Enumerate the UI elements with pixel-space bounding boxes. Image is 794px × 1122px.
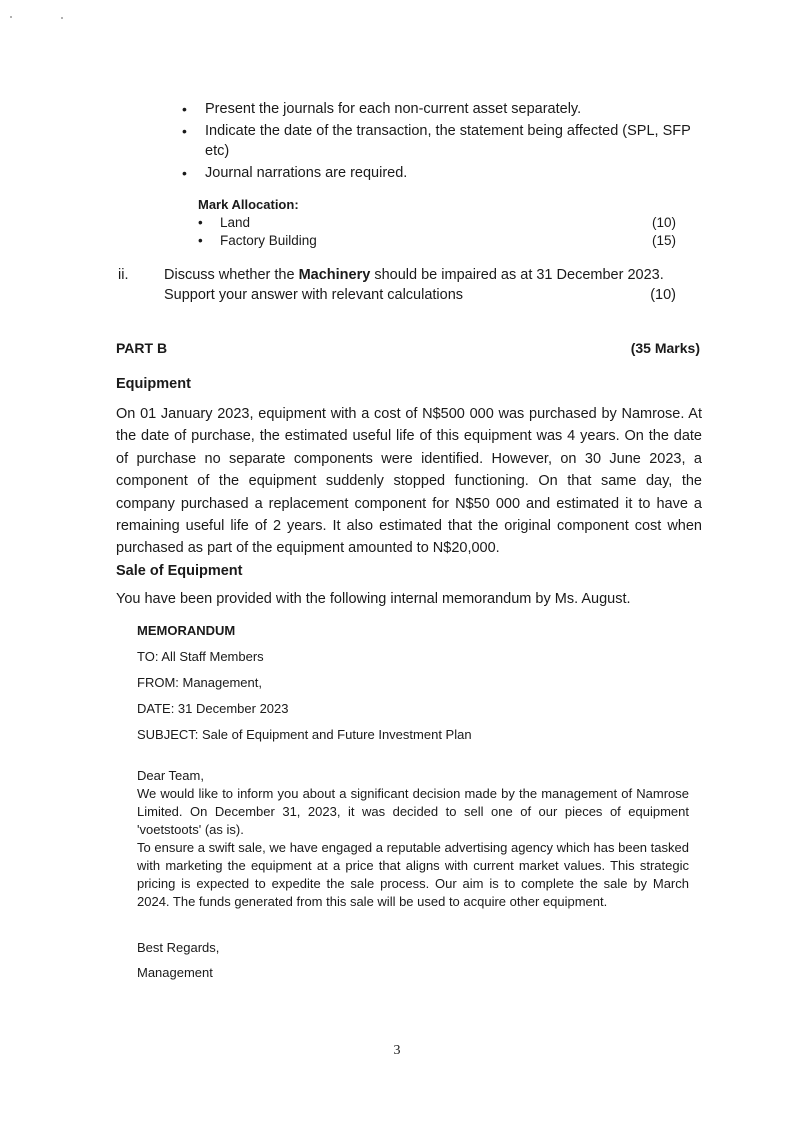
memo-greeting: Dear Team,	[137, 768, 204, 783]
memo-signature: Management	[137, 965, 213, 980]
scan-speck	[10, 16, 12, 18]
mark-allocation-item	[198, 214, 676, 232]
mark-item-label: • Factory Building	[198, 232, 317, 250]
mark-allocation-item	[198, 232, 676, 250]
question-number: ii.	[118, 267, 129, 283]
question-text	[164, 265, 690, 285]
memo-closing: Best Regards,	[137, 940, 220, 955]
mark-allocation-title: Mark Allocation:	[198, 197, 299, 212]
memo-body	[137, 767, 689, 911]
question-line2	[164, 285, 690, 305]
question-ii	[118, 265, 690, 305]
question-line2-text: Support your answer with relevant calculations	[164, 287, 464, 303]
scan-speck	[61, 17, 63, 19]
part-b-label: PART B	[116, 340, 168, 356]
page-number: 3	[393, 1043, 401, 1058]
sale-intro: You have been provided with the following internal memorandum by Ms. August.	[116, 591, 631, 607]
mark-allocation-list	[198, 214, 676, 250]
instruction-item: • Indicate the date of the transaction, the statement being affected (SPL, SFP etc)	[182, 121, 702, 161]
part-b-marks: (35 Marks)	[630, 340, 700, 356]
instruction-item: • Journal narrations are required.	[182, 163, 702, 183]
sale-heading: Sale of Equipment	[116, 563, 243, 579]
mark-item-label: • Land	[198, 214, 250, 232]
part-b-header	[116, 340, 700, 356]
question-text-before: Discuss whether the	[164, 267, 299, 283]
memo-date: DATE: 31 December 2023	[137, 701, 289, 716]
memo-from: FROM: Management,	[137, 675, 262, 690]
memo-subject: SUBJECT: Sale of Equipment and Future Investment Plan	[137, 727, 472, 742]
memo-paragraph-1: We would like to inform you about a significant decision made by the management of Namrose Limited. On December 31, 2023, it was decided to sell one of our pieces of equipment 'voetstoots' (as is).	[137, 786, 689, 837]
memo-to: TO: All Staff Members	[137, 649, 264, 664]
memo-title: MEMORANDUM	[137, 623, 236, 638]
instruction-item: • Present the journals for each non-current asset separately.	[182, 99, 702, 119]
mark-item-marks: (10)	[651, 215, 676, 230]
equipment-paragraph: On 01 January 2023, equipment with a cost of N$500 000 was purchased by Namrose. At the date of purchase, the estimated useful life of this equipment was 4 years. On the date of purchase no separate components were identified. However, on 30 June 2023, a component of the equipment suddenly stopped functioning. On that same day, the company purchased a replacement component for N$50 000 and estimated it to have a remaining useful life of 2 years. It also estimated that the original component cost when purchased as part of the equipment amounted to N$20,000.	[116, 406, 702, 557]
question-text-after: should be impaired as at 31 December 2023.	[370, 267, 664, 283]
question-bold-term: Machinery	[298, 267, 371, 283]
instruction-list	[182, 99, 702, 185]
mark-item-marks: (15)	[651, 233, 676, 248]
equipment-heading: Equipment	[116, 376, 191, 392]
question-marks: (10)	[650, 287, 676, 303]
memo-paragraph-2: To ensure a swift sale, we have engaged a reputable advertising agency which has been tasked with marketing the equipment at a price that aligns with current market values. This strategic pricing is expected to expedite the sale process. Our aim is to complete the sale by March 2024. The funds generated from this sale will be used to acquire other equipment.	[137, 840, 689, 909]
